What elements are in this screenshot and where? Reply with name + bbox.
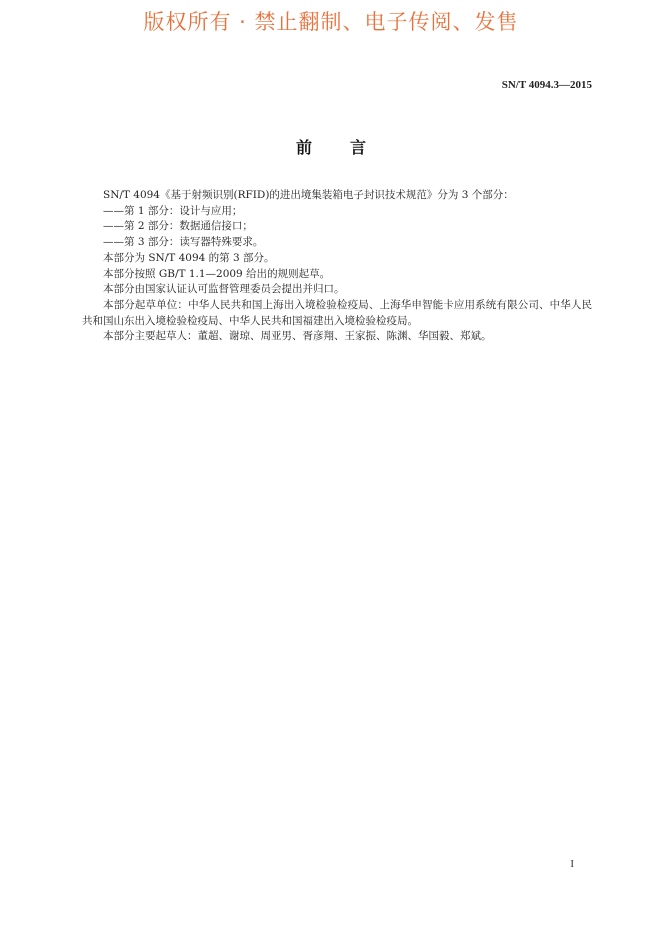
list-item-part-1: ——第 1 部分：设计与应用； xyxy=(103,204,243,217)
paragraph-drafting-rules: 本部分按照 GB/T 1.1—2009 给出的规则起草。 xyxy=(103,267,331,280)
standard-code: SN/T 4094.3—2015 xyxy=(501,79,592,91)
copyright-watermark: 版权所有 · 禁止翻制、电子传阅、发售 xyxy=(143,10,519,34)
paragraph-this-part: 本部分为 SN/T 4094 的第 3 部分。 xyxy=(103,251,275,264)
paragraph-drafting-units: 本部分起草单位：中华人民共和国上海出入境检验检疫局、上海华申智能卡应用系统有限公司、中华人民共和国山东出入境检验检疫局、中华人民共和国福建出入境检验检疫局。 xyxy=(82,298,592,327)
list-item-part-3: ——第 3 部分：读写器特殊要求。 xyxy=(103,236,264,249)
paragraph-proposer: 本部分由国家认证认可监督管理委员会提出并归口。 xyxy=(103,283,345,296)
list-item-part-2: ——第 2 部分：数据通信接口； xyxy=(103,220,253,233)
foreword-body xyxy=(82,188,592,345)
section-heading: 前言 xyxy=(295,138,404,157)
page-number: I xyxy=(570,858,574,870)
paragraph-parts-intro: SN/T 4094《基于射频识别(RFID)的进出境集装箱电子封识技术规范》分为 3 个部分： xyxy=(103,189,514,201)
paragraph-drafters: 本部分主要起草人：董超、谢琼、周亚男、胥彦翔、王家振、陈渊、华国毅、郑斌。 xyxy=(103,330,492,343)
